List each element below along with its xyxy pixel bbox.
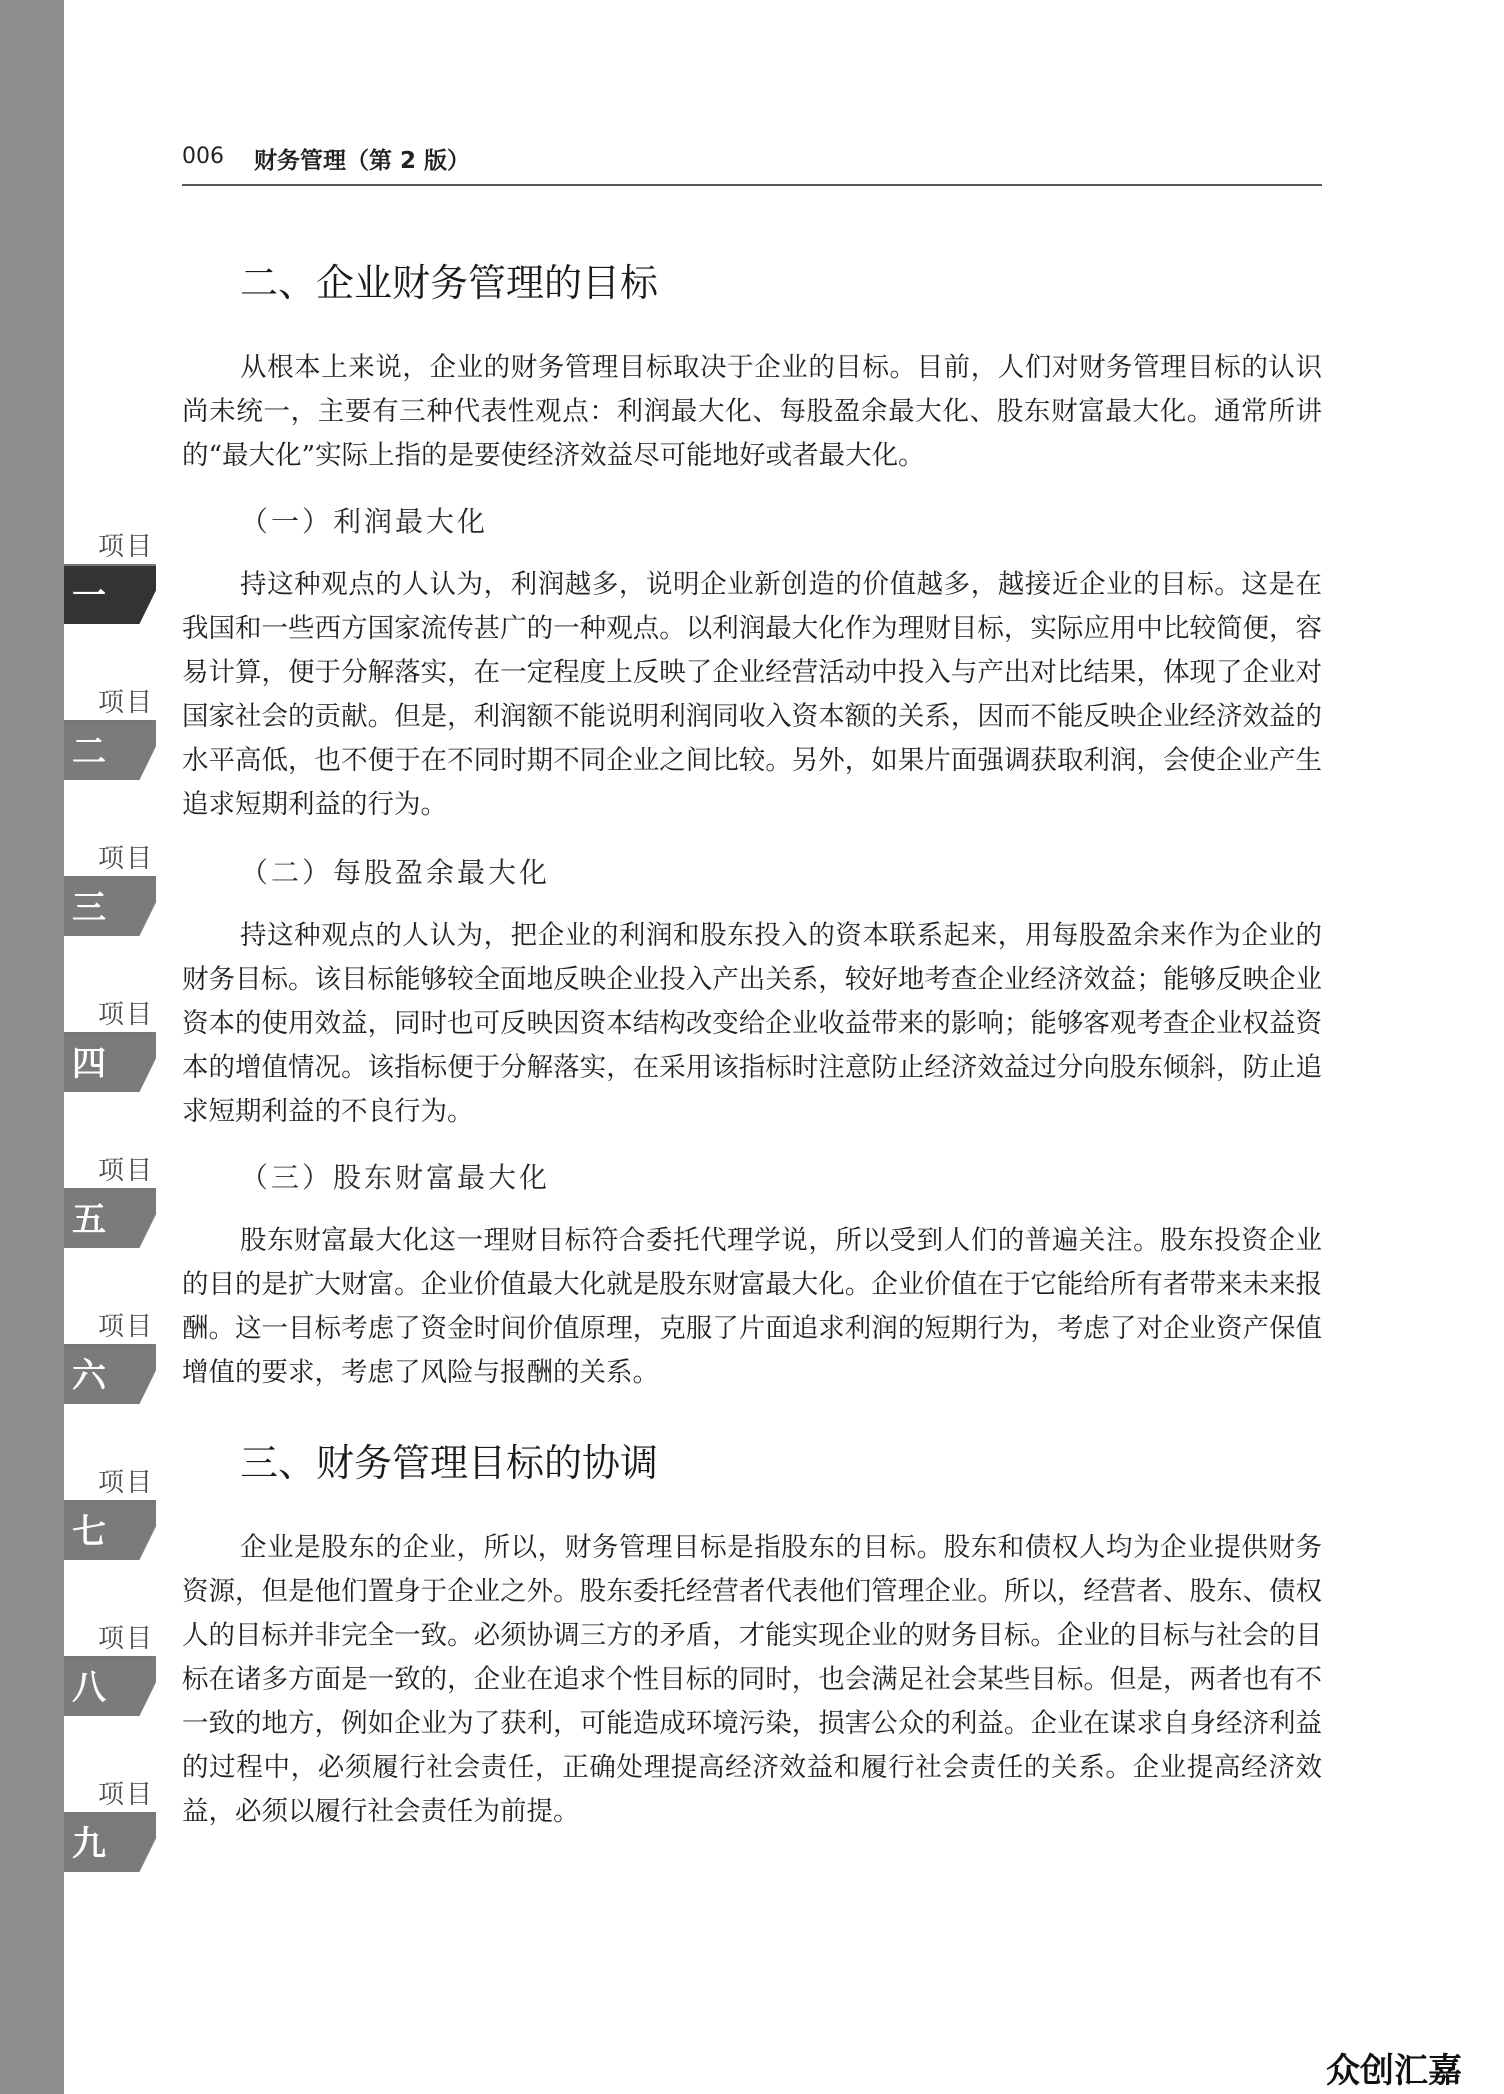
watermark-logo: [1294, 2046, 1494, 2090]
chapter-tab-label: 项目: [97, 1156, 154, 1186]
section-heading: 三、财务管理目标的协调: [240, 1441, 659, 1485]
side-gray-strip: [0, 0, 64, 2094]
body-paragraph: 企业是股东的企业，所以，财务管理目标是指股东的目标。股东和债权人均为企业提供财务资源，但是他们置身于企业之外。股东委托经营者代表他们管理企业。所以，经营者、股东、债权人的目标并非完全一致。必须协调三方的矛盾，才能实现企业的财务目标。企业的目标与社会的目标在诸多方面是一致的，企业在追求个性目标的同时，也会满足社会某些目标。但是，两者也有不一致的地方，例如企业为了获利，可能造成环境污染，损害公众的利益。企业在谋求自身经济利益的过程中，必须履行社会责任，正确处理提高经济效益和履行社会责任的关系。企业提高经济效益，必须以履行社会责任为前提。: [182, 1532, 1322, 1827]
chapter-tab-6[interactable]: [64, 1300, 156, 1418]
tab-divider: [64, 1812, 156, 1814]
chapter-tab-number: 七: [72, 1512, 106, 1552]
chapter-tab-number: 六: [72, 1356, 106, 1396]
chapter-tab-4[interactable]: [64, 988, 156, 1106]
chapter-tab-7[interactable]: [64, 1456, 156, 1574]
chapter-tab-3[interactable]: [64, 832, 156, 950]
page-number: 006: [182, 144, 224, 169]
chapter-tab-label: 项目: [97, 532, 154, 562]
chapter-tab-2[interactable]: [64, 676, 156, 794]
subsection-heading: （二）每股盈余最大化: [240, 856, 551, 889]
chapter-tab-1[interactable]: [64, 520, 156, 638]
chapter-tab-label: 项目: [97, 844, 154, 874]
tab-divider: [64, 1500, 156, 1502]
body-paragraph: 从根本上来说，企业的财务管理目标取决于企业的目标。目前，人们对财务管理目标的认识尚未统一，主要有三种代表性观点：利润最大化、每股盈余最大化、股东财富最大化。通常所讲的“最大化”实际上指的是要使经济效益尽可能地好或者最大化。: [182, 352, 1322, 471]
tab-divider: [64, 1656, 156, 1658]
tab-divider: [64, 1344, 156, 1346]
tab-divider: [64, 1032, 156, 1034]
watermark-logo-icon: [1294, 2046, 1494, 2090]
chapter-tab-label: 项目: [97, 1312, 154, 1342]
body-paragraph: 持这种观点的人认为，利润越多，说明企业新创造的价值越多，越接近企业的目标。这是在我国和一些西方国家流传甚广的一种观点。以利润最大化作为理财目标，实际应用中比较简便，容易计算，便于分解落实，在一定程度上反映了企业经营活动中投入与产出对比结果，体现了企业对国家社会的贡献。但是，利润额不能说明利润同收入资本额的关系，因而不能反映企业经济效益的水平高低，也不便于在不同时期不同企业之间比较。另外，如果片面强调获取利润，会使企业产生追求短期利益的行为。: [182, 569, 1322, 820]
running-header: [182, 140, 1322, 186]
tab-divider: [64, 564, 156, 566]
section-heading: 二、企业财务管理的目标: [240, 261, 659, 305]
chapter-tab-label: 项目: [97, 688, 154, 718]
chapter-tab-number: 二: [72, 732, 106, 772]
chapter-tab-8[interactable]: [64, 1612, 156, 1730]
chapter-tab-number: 三: [72, 888, 106, 928]
chapter-tab-label: 项目: [97, 1780, 154, 1810]
tab-divider: [64, 1188, 156, 1190]
chapter-tab-number: 八: [72, 1668, 106, 1708]
chapter-tab-number: 一: [72, 576, 106, 616]
body-paragraph: 股东财富最大化这一理财目标符合委托代理学说，所以受到人们的普遍关注。股东投资企业的目的是扩大财富。企业价值最大化就是股东财富最大化。企业价值在于它能给所有者带来未来报酬。这一目标考虑了资金时间价值原理，克服了片面追求利润的短期行为，考虑了对企业资产保值增值的要求，考虑了风险与报酬的关系。: [182, 1225, 1322, 1388]
watermark-text: 众创汇嘉: [1326, 2051, 1462, 2090]
chapter-tab-number: 九: [72, 1824, 106, 1864]
chapter-tab-label: 项目: [97, 1624, 154, 1654]
chapter-tab-label: 项目: [97, 1468, 154, 1498]
subsection-heading: （一）利润最大化: [240, 505, 489, 538]
body-paragraph: 持这种观点的人认为，把企业的利润和股东投入的资本联系起来，用每股盈余来作为企业的财务目标。该目标能够较全面地反映企业投入产出关系，较好地考查企业经济效益；能够反映企业资本的使用效益，同时也可反映因资本结构改变给企业收益带来的影响；能够客观考查企业权益资本的增值情况。该指标便于分解落实，在采用该指标时注意防止经济效益过分向股东倾斜，防止追求短期利益的不良行为。: [182, 920, 1322, 1127]
chapter-tab-9[interactable]: [64, 1768, 156, 1886]
subsection-heading: （三）股东财富最大化: [240, 1161, 551, 1194]
tab-divider: [64, 720, 156, 722]
chapter-tab-label: 项目: [97, 1000, 154, 1030]
book-title: 财务管理（第 2 版）: [254, 148, 471, 174]
tab-divider: [64, 876, 156, 878]
chapter-tab-number: 五: [72, 1200, 106, 1240]
chapter-tab-5[interactable]: [64, 1144, 156, 1262]
chapter-tab-number: 四: [72, 1044, 106, 1084]
